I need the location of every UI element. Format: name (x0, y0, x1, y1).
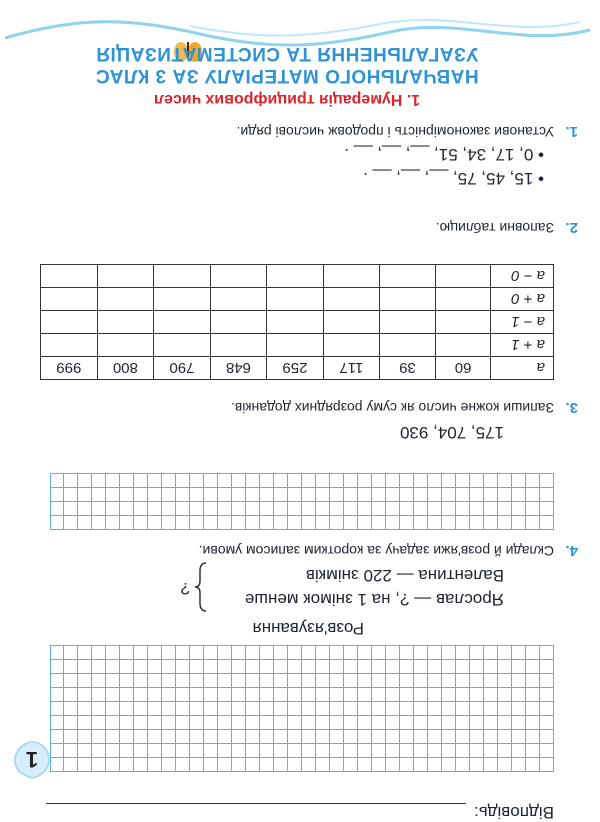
empty-cell[interactable] (380, 265, 436, 288)
empty-cell[interactable] (267, 265, 324, 288)
empty-cell[interactable] (41, 334, 98, 357)
table-cell: 60 (435, 357, 491, 380)
empty-cell[interactable] (41, 288, 98, 311)
empty-cell[interactable] (323, 288, 379, 311)
empty-cell[interactable] (97, 311, 154, 334)
empty-cell[interactable] (267, 311, 324, 334)
task1-instruction: Установи закономірність і продовж числові ряди. (236, 124, 554, 140)
solution-label: Розв'язування (252, 619, 364, 638)
table-cell: 800 (97, 357, 154, 380)
empty-cell[interactable] (267, 288, 324, 311)
table-row (41, 357, 554, 380)
answer-line[interactable] (46, 803, 466, 804)
task4-solution-grid[interactable] (50, 645, 554, 772)
table-row (41, 334, 554, 357)
empty-cell[interactable] (380, 311, 436, 334)
empty-cell[interactable] (154, 288, 211, 311)
empty-cell[interactable] (210, 311, 267, 334)
row-label: a + 1 (491, 334, 554, 357)
brace-icon (194, 561, 208, 613)
empty-cell[interactable] (97, 288, 154, 311)
empty-cell[interactable] (435, 311, 491, 334)
empty-cell[interactable] (97, 334, 154, 357)
empty-cell[interactable] (323, 265, 379, 288)
empty-cell[interactable] (210, 265, 267, 288)
title-line-2: НАВЧАЛЬНОГО МАТЕРІАЛУ ЗА 3 КЛАС (95, 65, 479, 86)
task3-number: 3. (565, 399, 578, 416)
empty-cell[interactable] (154, 311, 211, 334)
row-label: a − 1 (491, 311, 554, 334)
task2-instruction: Заповни таблицю. (435, 220, 554, 236)
empty-cell[interactable] (435, 288, 491, 311)
answer-label: Відповідь: (473, 803, 554, 822)
page-number: 1 (25, 747, 39, 772)
empty-cell[interactable] (210, 288, 267, 311)
task4-question: ? (180, 579, 190, 598)
table-row (41, 288, 554, 311)
empty-cell[interactable] (210, 334, 267, 357)
empty-cell[interactable] (154, 334, 211, 357)
empty-cell[interactable] (435, 334, 491, 357)
table-cell: 999 (41, 357, 98, 380)
page-number-badge (12, 740, 52, 780)
row-label: a + 0 (491, 288, 554, 311)
task1-sequence-2: • 15, 45, 75, __, __, __ . (363, 169, 544, 188)
row-label: a − 0 (491, 265, 554, 288)
task3-instruction: Запиши кожне число як суму розрядних доданків. (230, 400, 554, 416)
task1-number: 1. (565, 123, 578, 140)
task4-condition-line-1: Валентина — 220 знімків (305, 566, 504, 585)
empty-cell[interactable] (380, 334, 436, 357)
empty-cell[interactable] (41, 311, 98, 334)
empty-cell[interactable] (41, 265, 98, 288)
empty-cell[interactable] (154, 265, 211, 288)
task4-instruction: Склади й розв'яжи задачу за коротким записом умови. (198, 543, 554, 559)
table-cell: 790 (154, 357, 211, 380)
table-row (41, 311, 554, 334)
task3-answer-grid[interactable] (50, 473, 554, 530)
empty-cell[interactable] (435, 265, 491, 288)
task2-number: 2. (565, 219, 578, 236)
empty-cell[interactable] (267, 334, 324, 357)
table-cell: 259 (267, 357, 324, 380)
table-cell: 648 (210, 357, 267, 380)
task3-numbers: 175, 704, 930 (400, 423, 504, 442)
title-line-1: УЗАГАЛЬНЕННЯ ТА СИСТЕМАТИЗАЦІЯ (95, 43, 479, 64)
row-label: a (491, 357, 554, 380)
empty-cell[interactable] (323, 311, 379, 334)
section-heading: 1. Нумерація трицифрових чисел (153, 91, 421, 108)
task4-condition-line-2: Ярослав — ?, на 1 знімок менше (244, 590, 504, 609)
task4-number: 4. (565, 542, 578, 559)
values-table (40, 264, 554, 380)
table-row (41, 265, 554, 288)
task1-sequence-1: • 0, 17, 34, 51, __, __, __ . (344, 145, 544, 164)
table-cell: 117 (323, 357, 379, 380)
empty-cell[interactable] (380, 288, 436, 311)
table-cell: 39 (380, 357, 436, 380)
empty-cell[interactable] (323, 334, 379, 357)
empty-cell[interactable] (97, 265, 154, 288)
